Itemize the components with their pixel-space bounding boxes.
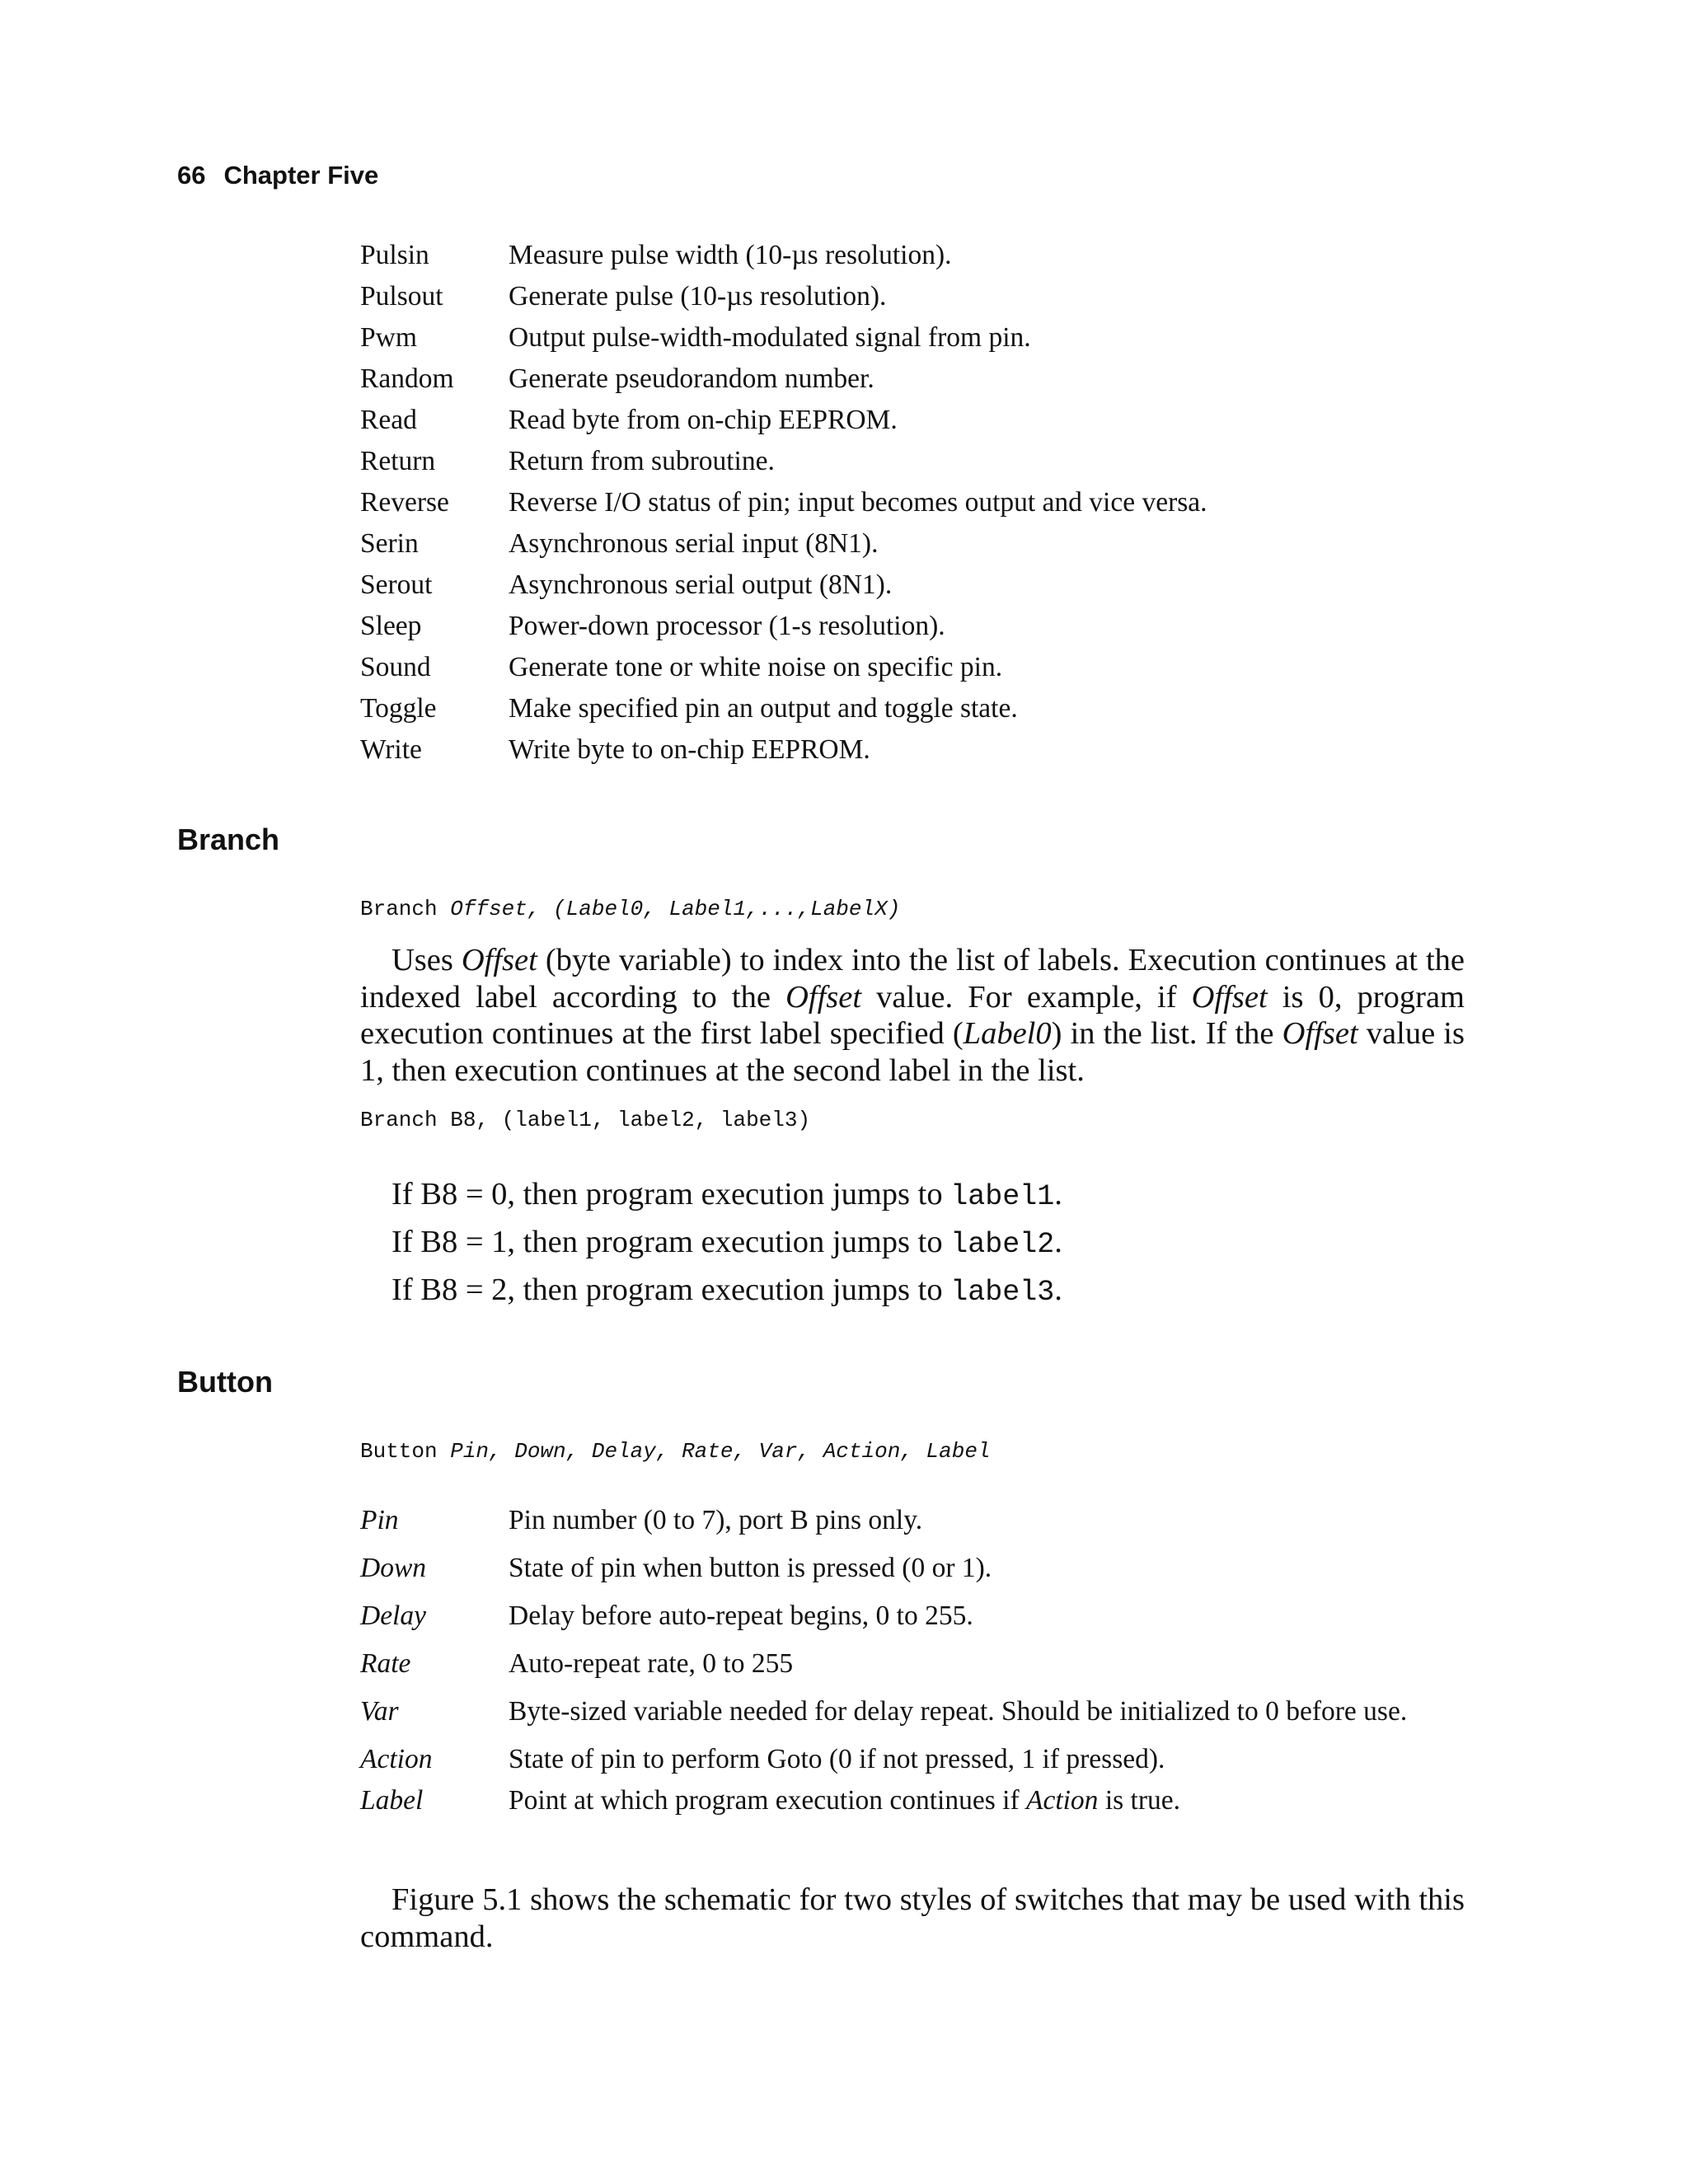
- branch-example: Branch B8, (label1, label2, label3): [360, 1108, 811, 1132]
- param-desc: Delay before auto-repeat begins, 0 to 255.: [509, 1601, 973, 1631]
- command-name: Pulsout: [360, 281, 443, 312]
- branch-heading: Branch: [177, 823, 280, 856]
- button-closing-paragraph: Figure 5.1 shows the schematic for two styles of switches that may be used with this command.: [360, 1882, 1465, 1954]
- param-desc: Auto-repeat rate, 0 to 255: [509, 1648, 794, 1679]
- param-desc: State of pin to perform Goto (0 if not pressed, 1 if pressed).: [509, 1744, 1165, 1774]
- jump-text: If B8 = 1, then program execution jumps to: [392, 1225, 951, 1259]
- command-name: Pulsin: [360, 240, 429, 270]
- jump-period: .: [1054, 1272, 1062, 1307]
- command-name: Toggle: [360, 693, 437, 724]
- button-syntax-keyword: Button: [360, 1439, 451, 1464]
- param-name: Var: [360, 1696, 399, 1727]
- button-param-table: [360, 1504, 1432, 1817]
- command-name: Serin: [360, 528, 419, 559]
- command-name: Random: [360, 363, 454, 394]
- command-desc: Power-down processor (1-s resolution).: [509, 611, 945, 641]
- jump-line: [392, 1170, 1062, 1218]
- param-row: [360, 1504, 1432, 1537]
- command-desc: Return from subroutine.: [509, 446, 775, 476]
- italic-term: Offset: [1282, 1016, 1358, 1051]
- text-run: is true.: [1098, 1785, 1180, 1816]
- italic-term: Label0: [963, 1016, 1052, 1051]
- command-desc: Reverse I/O status of pin; input becomes output and vice versa.: [509, 487, 1207, 518]
- param-name: Down: [360, 1553, 427, 1583]
- command-desc: Generate pseudorandom number.: [509, 363, 874, 394]
- jump-text: If B8 = 0, then program execution jumps to: [392, 1177, 951, 1212]
- param-name: Pin: [360, 1505, 399, 1535]
- command-name: Sound: [360, 652, 431, 682]
- text-run: Uses: [392, 943, 462, 977]
- param-desc: Pin number (0 to 7), port B pins only.: [509, 1505, 923, 1535]
- param-name: Action: [360, 1744, 433, 1774]
- param-desc: Byte-sized variable needed for delay repeat. Should be initialized to 0 before use.: [509, 1696, 1408, 1727]
- italic-term: Offset: [785, 979, 862, 1015]
- text-run: (byte variable) to index into the list of labels. Execution continues at the indexed label according to the: [360, 943, 1465, 1015]
- command-desc: Make specified pin an output and toggle state.: [509, 693, 1018, 724]
- command-name: Pwm: [360, 322, 417, 353]
- text-run: value. For example, if: [861, 979, 1192, 1015]
- command-desc: Read byte from on-chip EEPROM.: [509, 405, 898, 435]
- param-desc: State of pin when button is pressed (0 or 1).: [509, 1553, 992, 1583]
- branch-syntax-args: Offset, (Label0, Label1,...,LabelX): [450, 897, 901, 921]
- param-desc: [509, 1784, 1432, 1817]
- command-desc: Write byte to on-chip EEPROM.: [509, 734, 870, 765]
- button-heading: Button: [177, 1365, 273, 1399]
- command-name: Reverse: [360, 487, 449, 518]
- text-run: value is 1, then execution continues at the second label in the list.: [360, 1016, 1465, 1088]
- branch-syntax: [360, 897, 900, 921]
- param-row: [360, 1743, 1432, 1776]
- param-name: Label: [360, 1785, 424, 1816]
- command-name: Serout: [360, 569, 433, 600]
- italic-term: Offset: [1191, 979, 1268, 1015]
- text-run: Point at which program execution continues if: [509, 1785, 1026, 1816]
- param-row: [360, 1784, 1432, 1817]
- command-desc: Output pulse-width-modulated signal from pin.: [509, 322, 1031, 353]
- page-number: 66: [177, 161, 206, 190]
- branch-jump-list: [392, 1170, 1062, 1314]
- jump-period: .: [1054, 1225, 1062, 1259]
- branch-syntax-keyword: Branch: [360, 897, 451, 921]
- text-run: is 0, program execution continues at the first label specified (: [360, 979, 1465, 1051]
- command-name: Read: [360, 405, 417, 435]
- command-desc: Asynchronous serial output (8N1).: [509, 569, 893, 600]
- command-name: Sleep: [360, 611, 422, 641]
- jump-label: label2: [950, 1228, 1055, 1261]
- jump-label: label1: [950, 1180, 1055, 1213]
- command-name: Write: [360, 734, 422, 765]
- jump-line: [392, 1218, 1062, 1266]
- button-syntax-args: Pin, Down, Delay, Rate, Var, Action, Label: [450, 1439, 991, 1464]
- param-row: [360, 1600, 1432, 1633]
- param-row: [360, 1647, 1432, 1680]
- command-desc: Measure pulse width (10-µs resolution).: [509, 240, 952, 270]
- branch-description: [360, 942, 1465, 1089]
- param-row: [360, 1552, 1432, 1585]
- text-run: ) in the list. If the: [1051, 1016, 1282, 1051]
- param-name: Delay: [360, 1601, 426, 1631]
- jump-line: [392, 1266, 1062, 1314]
- jump-text: If B8 = 2, then program execution jumps to: [392, 1272, 951, 1307]
- command-desc: Generate tone or white noise on specific pin.: [509, 652, 1003, 682]
- jump-label: label3: [950, 1276, 1055, 1309]
- command-desc: Generate pulse (10-µs resolution).: [509, 281, 887, 312]
- chapter-title: Chapter Five: [223, 161, 379, 190]
- jump-period: .: [1054, 1177, 1062, 1212]
- page-header: [177, 161, 378, 190]
- button-syntax: [360, 1439, 991, 1464]
- italic-term: Offset: [461, 943, 537, 977]
- italic-term: Action: [1025, 1785, 1099, 1816]
- command-desc: Asynchronous serial input (8N1).: [509, 528, 879, 559]
- param-row: [360, 1695, 1432, 1728]
- command-name: Return: [360, 446, 436, 476]
- param-name: Rate: [360, 1648, 411, 1679]
